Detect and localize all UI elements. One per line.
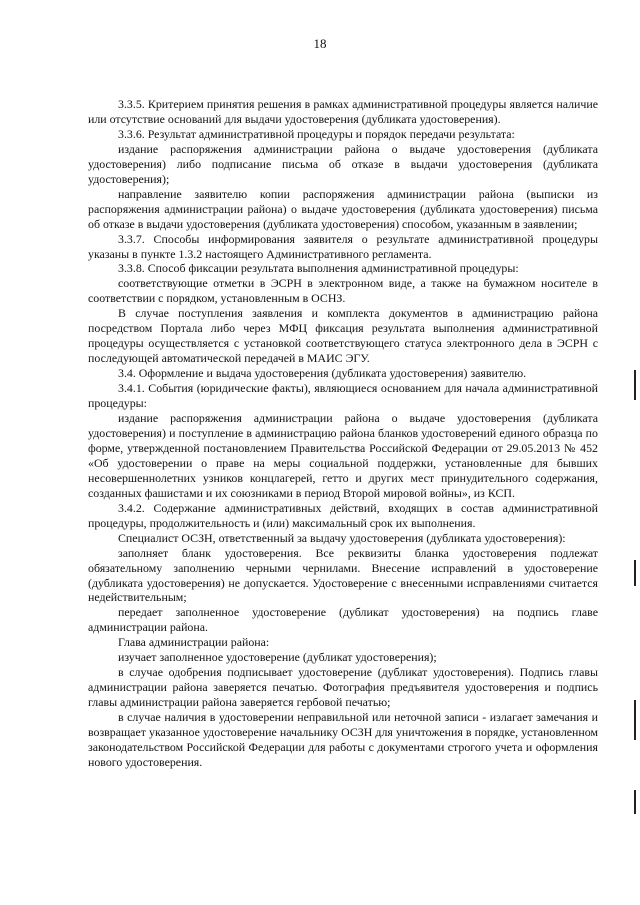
scan-margin-mark <box>634 370 636 400</box>
paragraph: передает заполненное удостоверение (дубликат удостоверения) на подпись главе администрации района. <box>88 605 598 635</box>
paragraph: 3.3.5. Критерием принятия решения в рамках административной процедуры является наличие или отсутствие оснований для выдачи удостоверения (дубликата удостоверения). <box>88 97 598 126</box>
paragraph: 3.4. Оформление и выдача удостоверения (дубликата удостоверения) заявителю. <box>118 366 527 381</box>
paragraph: издание распоряжения администрации района о выдаче удостоверения (дубликата удостоверения) либо подписание письма об отказе в выдачи удостоверения (дубликата удостоверения); <box>88 141 598 186</box>
paragraph: в случае одобрения подписывает удостоверение (дубликат удостоверения). Подпись главы администрации района заверяется печатью. Фотография предъявителя удостоверения и подпись главы администрации района заверяется гербовой печатью; <box>88 665 598 710</box>
scan-margin-mark <box>634 790 636 814</box>
paragraph: 3.3.8. Способ фиксации результата выполнения административной процедуры: <box>118 261 519 276</box>
paragraph: заполняет бланк удостоверения. Все реквизиты бланка удостоверения подлежат обязательному заполнению черными чернилами. Внесение исправлений в удостоверение (дубликата удостоверения) не допускается. Удостоверение с внесенными исправлениями считается недействительным; <box>88 545 598 605</box>
paragraph: направление заявителю копии распоряжения администрации района (выписки из распоряжения администрации района) о выдаче удостоверения (дубликата удостоверения) письма об отказе в выдачи удостоверения (дубликата удостоверения) способом, указанным в заявлении; <box>88 186 598 231</box>
paragraph: В случае поступления заявления и комплекта документов в администрацию района посредством Портала либо через МФЦ фиксация результата выполнения административной процедуры осуществляется с установкой соответствующего статуса электронного дела в ЭСРН с последующей автоматической передачей в МАИС ЭГУ. <box>88 306 598 366</box>
document-body <box>88 97 598 770</box>
paragraph: Глава администрации района: <box>118 635 270 650</box>
scan-margin-mark <box>634 700 636 740</box>
paragraph: 3.4.1. События (юридические факты), являющиеся основанием для начала административной процедуры: <box>88 381 598 411</box>
paragraph: Специалист ОСЗН, ответственный за выдачу удостоверения (дубликата удостоверения): <box>118 530 566 545</box>
paragraph: 3.3.6. Результат административной процедуры и порядок передачи результата: <box>118 126 515 141</box>
paragraph: издание распоряжения администрации района о выдаче удостоверения (дубликата удостоверения) и поступление в администрацию района бланков удостоверений единого образца по форме, утвержденной постановлением Правительства Российской Федерации от 29.05.2013 № 452 «Об удостоверении о праве на меры социальной поддержки, установленные для бывших несовершеннолетних узников концлагерей, гетто и других мест принудительного содержания, созданных фашистами и их союзниками в период Второй мировой войны», из КСП. <box>88 411 598 500</box>
paragraph: изучает заполненное удостоверение (дубликат удостоверения); <box>118 650 437 665</box>
scan-margin-mark <box>634 560 636 586</box>
page-number: 18 <box>313 36 327 51</box>
paragraph: соответствующие отметки в ЭСРН в электронном виде, а также на бумажном носителе в соответствии с порядком, установленным в ОСНЗ. <box>88 276 598 306</box>
paragraph: в случае наличия в удостоверении неправильной или неточной записи - излагает замечания и возвращает указанное удостоверение начальнику ОСЗН для уничтожения в порядке, установленном законодательством Российской Федерации для работы с документами строгого учета и оформления нового удостоверения. <box>88 710 598 769</box>
paragraph: 3.3.7. Способы информирования заявителя о результате административной процедуры указаны в пункте 1.3.2 настоящего Административного регламента. <box>88 231 598 261</box>
paragraph: 3.4.2. Содержание административных действий, входящих в состав административной процедуры, продолжительность и (или) максимальный срок их выполнения. <box>88 500 598 530</box>
